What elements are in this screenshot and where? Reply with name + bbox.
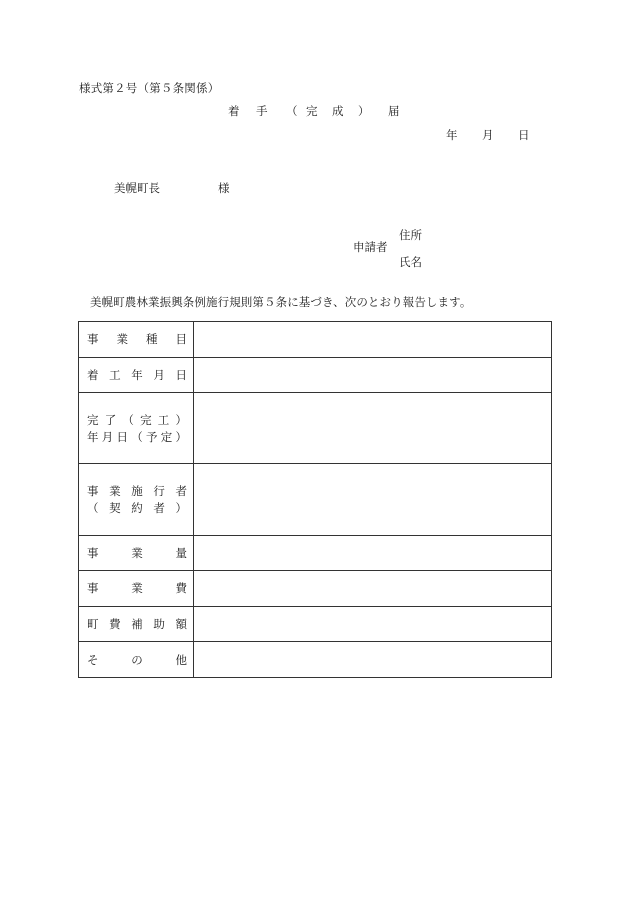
label-char: 日: [116, 429, 128, 444]
title-char: 手: [256, 104, 268, 118]
title-char: ）: [358, 104, 370, 118]
label-char: 種: [146, 332, 158, 347]
label-char: 者: [153, 500, 165, 515]
label-char: 費: [175, 581, 187, 596]
title-char: 着: [228, 104, 240, 118]
label-char: 者: [175, 483, 187, 498]
title-char: （: [286, 104, 298, 118]
label-char: 年: [87, 429, 99, 444]
label-char: 費: [109, 617, 121, 632]
value-cell-subsidy-amount[interactable]: [194, 606, 552, 642]
date-month-label: 月: [482, 128, 494, 142]
label-char: 町: [87, 617, 99, 632]
label-char: 行: [153, 483, 165, 498]
label-char: 業: [131, 545, 143, 560]
name-label: 氏名: [399, 255, 422, 269]
row-label-business-cost: [79, 571, 194, 607]
label-char: 日: [175, 367, 187, 382]
label-char: 業: [131, 581, 143, 596]
value-cell-business-type[interactable]: [194, 322, 552, 358]
table-row: [79, 535, 552, 571]
label-char: ）: [175, 429, 187, 444]
label-char: 契: [109, 500, 121, 515]
label-char: 約: [131, 500, 143, 515]
label-char: 補: [131, 617, 143, 632]
row-label-subsidy-amount: [79, 606, 194, 642]
label-char: 事: [87, 483, 99, 498]
label-char: 額: [175, 617, 187, 632]
label-char: （: [131, 429, 143, 444]
table-row: [79, 464, 552, 535]
report-statement: 美幌町農林業振興条例施行規則第５条に基づき、次のとおり報告します。: [90, 295, 472, 309]
label-char: 完: [87, 412, 99, 427]
label-char: 了: [104, 412, 117, 427]
label-char: 事: [87, 545, 99, 560]
table-row: [79, 606, 552, 642]
label-char: （: [87, 500, 99, 515]
table-row: [79, 393, 552, 464]
row-label-contractor: [79, 464, 194, 535]
label-char: 工: [109, 367, 121, 382]
date-line: [446, 128, 530, 142]
value-cell-contractor[interactable]: [194, 464, 552, 535]
label-char: 予: [146, 429, 158, 444]
label-char: （: [122, 412, 134, 427]
table-row: [79, 642, 552, 678]
recipient-honorific: 様: [218, 181, 230, 195]
row-label-business-type: [79, 322, 194, 358]
value-cell-start-date[interactable]: [194, 357, 552, 393]
form-number: 様式第２号（第５条関係）: [79, 81, 220, 95]
recipient-name: 美幌町長: [114, 181, 160, 195]
value-cell-completion-date[interactable]: [194, 393, 552, 464]
label-char: 定: [160, 429, 173, 444]
label-char: 月: [153, 367, 165, 382]
label-char: 事: [87, 332, 99, 347]
title-char: 届: [388, 104, 400, 118]
label-char: 業: [109, 483, 121, 498]
document-title: [228, 104, 400, 118]
label-char: ）: [175, 412, 187, 427]
address-label: 住所: [399, 228, 422, 242]
label-char: 完: [140, 412, 152, 427]
date-year-label: 年: [446, 128, 458, 142]
value-cell-other[interactable]: [194, 642, 552, 678]
title-char: 完: [306, 104, 318, 118]
label-char: 助: [153, 617, 165, 632]
label-char: 他: [175, 652, 187, 667]
value-cell-business-quantity[interactable]: [194, 535, 552, 571]
label-char: 年: [131, 367, 143, 382]
label-char: 工: [157, 412, 170, 427]
label-char: 月: [101, 429, 114, 444]
label-char: 量: [175, 545, 187, 560]
label-char: 施: [131, 483, 143, 498]
label-char: 目: [175, 332, 187, 347]
label-char: 着: [87, 367, 99, 382]
row-label-start-date: [79, 357, 194, 393]
label-char: 事: [87, 581, 99, 596]
value-cell-business-cost[interactable]: [194, 571, 552, 607]
title-char: 成: [332, 104, 344, 118]
label-char: の: [131, 652, 143, 667]
report-table: [78, 321, 552, 678]
date-day-label: 日: [518, 128, 530, 142]
label-char: 業: [116, 332, 128, 347]
applicant-label: 申請者: [353, 240, 388, 254]
label-char: そ: [87, 652, 99, 667]
row-label-completion-date: [79, 393, 194, 464]
row-label-business-quantity: [79, 535, 194, 571]
table-row: [79, 571, 552, 607]
row-label-other: [79, 642, 194, 678]
table-row: [79, 322, 552, 358]
table-row: [79, 357, 552, 393]
label-char: ）: [175, 500, 187, 515]
